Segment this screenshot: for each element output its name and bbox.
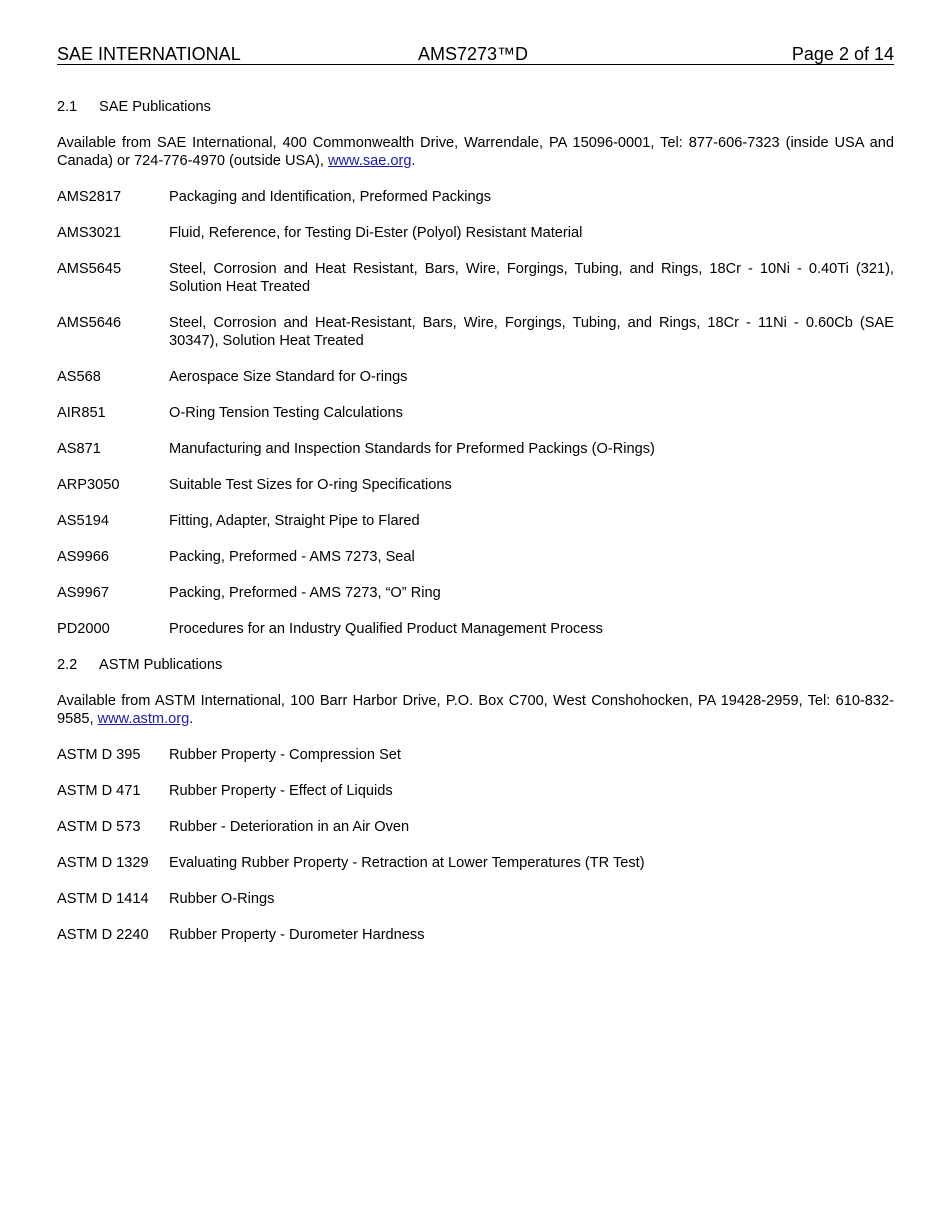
reference-title: Fluid, Reference, for Testing Di-Ester (Polyol) Resistant Material (169, 225, 583, 241)
section-heading-sae (57, 98, 894, 116)
reference-code: AMS5645 (57, 261, 122, 277)
reference-title: Aerospace Size Standard for O-rings (169, 369, 408, 385)
reference-code: ASTM D 2240 (57, 927, 149, 943)
reference-item (57, 404, 894, 422)
reference-title: Evaluating Rubber Property - Retraction at Lower Temperatures (TR Test) (169, 855, 645, 871)
section-title: SAE Publications (99, 99, 211, 115)
astm-reference-list (57, 746, 894, 944)
reference-code: ASTM D 395 (57, 747, 141, 763)
reference-title: Rubber - Deterioration in an Air Oven (169, 819, 410, 835)
reference-item (57, 854, 894, 872)
reference-item (57, 260, 894, 296)
reference-title: Rubber Property - Effect of Liquids (169, 783, 393, 799)
reference-item (57, 782, 894, 800)
reference-code: AS5194 (57, 513, 109, 529)
reference-code: AS9966 (57, 549, 109, 565)
reference-title: Fitting, Adapter, Straight Pipe to Flared (169, 513, 420, 529)
header-doc-id: AMS7273™D (418, 44, 529, 64)
reference-item (57, 620, 894, 638)
reference-code: ASTM D 471 (57, 783, 141, 799)
reference-title: Manufacturing and Inspection Standards for Preformed Packings (O-Rings) (169, 441, 655, 457)
paragraph-text: Available from SAE International, 400 Commonwealth Drive, Warrendale, PA 15096-0001, Tel: 877-606-7323 (inside USA and Canada) or 724-776-4970 (outside USA), (57, 135, 894, 169)
reference-item (57, 476, 894, 494)
reference-title: Steel, Corrosion and Heat-Resistant, Bars, Wire, Forgings, Tubing, and Rings, 18Cr - 11Ni - 0.60Cb (SAE 30347), Solution Heat Treated (169, 315, 894, 349)
section-heading-astm (57, 656, 894, 674)
reference-title: O-Ring Tension Testing Calculations (169, 405, 403, 421)
reference-code: AS871 (57, 441, 101, 457)
reference-code: ASTM D 573 (57, 819, 141, 835)
reference-code: ARP3050 (57, 477, 120, 493)
paragraph-text: Available from ASTM International, 100 Barr Harbor Drive, P.O. Box C700, West Conshohocken, PA 19428-2959, Tel: 610-832-9585, (57, 693, 894, 727)
sae-website-link[interactable]: www.sae.org (327, 153, 412, 169)
reference-code: AMS3021 (57, 225, 122, 241)
reference-item (57, 746, 894, 764)
reference-code: PD2000 (57, 621, 110, 637)
reference-code: AMS5646 (57, 315, 122, 331)
document-body (57, 98, 894, 944)
page-header (57, 44, 894, 65)
sae-reference-list (57, 188, 894, 638)
reference-item (57, 926, 894, 944)
reference-item (57, 224, 894, 242)
reference-code: AMS2817 (57, 189, 122, 205)
reference-title: Procedures for an Industry Qualified Product Management Process (169, 621, 603, 637)
reference-item (57, 368, 894, 386)
reference-title: Packing, Preformed - AMS 7273, Seal (169, 549, 415, 565)
reference-code: AS9967 (57, 585, 109, 601)
reference-item (57, 512, 894, 530)
reference-item (57, 890, 894, 908)
section-number: 2.1 (57, 99, 78, 115)
reference-item (57, 548, 894, 566)
header-org: SAE INTERNATIONAL (57, 44, 241, 64)
reference-title: Steel, Corrosion and Heat Resistant, Bars, Wire, Forgings, Tubing, and Rings, 18Cr - 10Ni - 0.40Ti (321), Solution Heat Treated (169, 261, 894, 295)
reference-item (57, 188, 894, 206)
reference-item (57, 440, 894, 458)
reference-title: Suitable Test Sizes for O-ring Specifications (169, 477, 452, 493)
astm-availability-paragraph (57, 692, 894, 728)
section-number: 2.2 (57, 657, 78, 673)
reference-code: ASTM D 1414 (57, 891, 149, 907)
reference-title: Rubber Property - Compression Set (169, 747, 401, 763)
reference-title: Packaging and Identification, Preformed Packings (169, 189, 492, 205)
sae-availability-paragraph (57, 134, 894, 170)
paragraph-end: . (189, 711, 194, 727)
reference-code: AS568 (57, 369, 101, 385)
reference-code: ASTM D 1329 (57, 855, 149, 871)
reference-title: Packing, Preformed - AMS 7273, “O” Ring (169, 585, 441, 601)
reference-title: Rubber Property - Durometer Hardness (169, 927, 425, 943)
reference-item (57, 314, 894, 350)
section-title: ASTM Publications (99, 657, 223, 673)
reference-code: AIR851 (57, 405, 106, 421)
header-page-number: Page 2 of 14 (791, 44, 894, 64)
reference-item (57, 584, 894, 602)
astm-website-link[interactable]: www.astm.org (97, 711, 190, 727)
reference-item (57, 818, 894, 836)
paragraph-end: . (411, 153, 416, 169)
reference-title: Rubber O-Rings (169, 891, 275, 907)
